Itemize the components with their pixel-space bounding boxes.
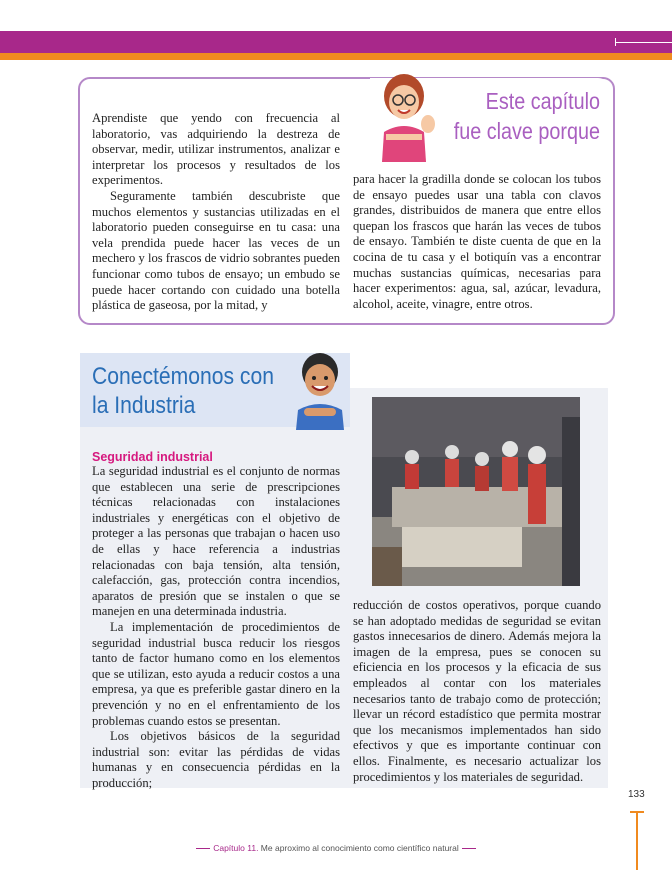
summary-title	[445, 86, 600, 146]
footer-chapter-label: Capítulo 11.	[213, 843, 259, 853]
industry-paragraph: reducción de costos operativos, porque cuando se han adoptado medidas de seguridad se evitan gastos innecesarios de dinero. Además mejora la imagen de la empresa, pues se conocen su eficiencia en los procesos y la eficacia de sus empleados al contar con los materiales necesarios tanto de trabajo como de protección; llevar un récord estadístico que permita mostrar que los mecanismos implementados han sido efectivos y que es importante continuar con ellos. Finalmente, es necesario actualizar los procedimientos y los materiales de seguridad.	[353, 598, 601, 784]
page-marker-line	[636, 812, 638, 870]
subsection-heading: Seguridad industrial	[92, 450, 213, 464]
industry-paragraph: Los objetivos básicos de la seguridad industrial son: evitar las pérdidas de vidas humanas y en consecuencia pérdidas en la producción;	[92, 729, 340, 790]
industry-title-line2: la Industria	[92, 392, 196, 419]
summary-paragraph: Seguramente también descubriste que muchos elementos y sustancias utilizadas en el laboratorio pueden conseguirse en tu casa: una vela prendida puede hacer las veces de un mechero y los frascos de vidrio sobrantes pueden funcionar como tubos de ensayo; un embudo se puede hacer cortando con cuidado una botella plástica de gaseosa, por la mitad, y	[92, 188, 340, 313]
page-number: 133	[628, 789, 645, 800]
industry-paragraph: La implementación de procedimientos de seguridad industrial busca reducir los riesgos tanto de factor humano como en los elementos que se utilizan, esto ayuda a reducir costos a una empresa, ya que es preferible gastar dinero en la prevención y no en el enfrentamiento de los problemas cuando estos se presentan.	[92, 619, 340, 728]
summary-paragraph: Aprendiste que yendo con frecuencia al laboratorio, vas adquiriendo la destreza de observar, medir, utilizar instrumentos, analizar e interpretar los procesos y resultados de los experimentos.	[92, 111, 340, 188]
summary-title-line2: fue clave porque	[453, 118, 600, 144]
industry-column-right	[353, 598, 601, 785]
header-band-purple	[0, 31, 672, 53]
footer-dash	[462, 848, 476, 849]
footer-chapter-title: Me aproximo al conocimiento como científico natural	[258, 843, 459, 853]
summary-title-line1: Este capítulo	[485, 88, 600, 114]
industry-paragraph: La seguridad industrial es el conjunto de normas que establecen una serie de prescripciones técnicas relacionadas con instalaciones industriales y energéticas con el objetivo de proteger a las personas que trabajan o hacen uso de ellas y hace referencia a industrias relacionadas con baja tensión, alta tensión, calefacción, gas, protección contra incendios, aparatos de presión que se instalen o que se manejen en una determinada industria.	[92, 464, 340, 619]
industry-title	[92, 362, 312, 420]
teacher-illustration	[370, 72, 440, 162]
boy-illustration	[290, 350, 350, 430]
industry-column-left	[92, 464, 340, 791]
summary-column-left	[92, 111, 340, 314]
footer-dash	[196, 848, 210, 849]
summary-column-right	[353, 172, 601, 312]
header-rule	[616, 42, 672, 43]
page-footer	[0, 843, 672, 853]
factory-workers-photo	[372, 397, 580, 586]
summary-paragraph: para hacer la gradilla donde se colocan los tubos de ensayo puedes usar una tabla con clavos grandes, distribuidos de manera que entre ellos quepan los frascos que harán las veces de tubos de ensayo. También te diste cuenta de que en la cocina de tu casa y el botiquín vas a encontrar muchas sustancias químicas, necesarias para hacer experimentos: agua, sal, azúcar, levadura, alcohol, aceite, vinagre, entre otros.	[353, 172, 601, 311]
header-rule-tick	[615, 38, 616, 46]
header-band-orange	[0, 53, 672, 60]
industry-title-line1: Conectémonos con	[92, 363, 274, 390]
